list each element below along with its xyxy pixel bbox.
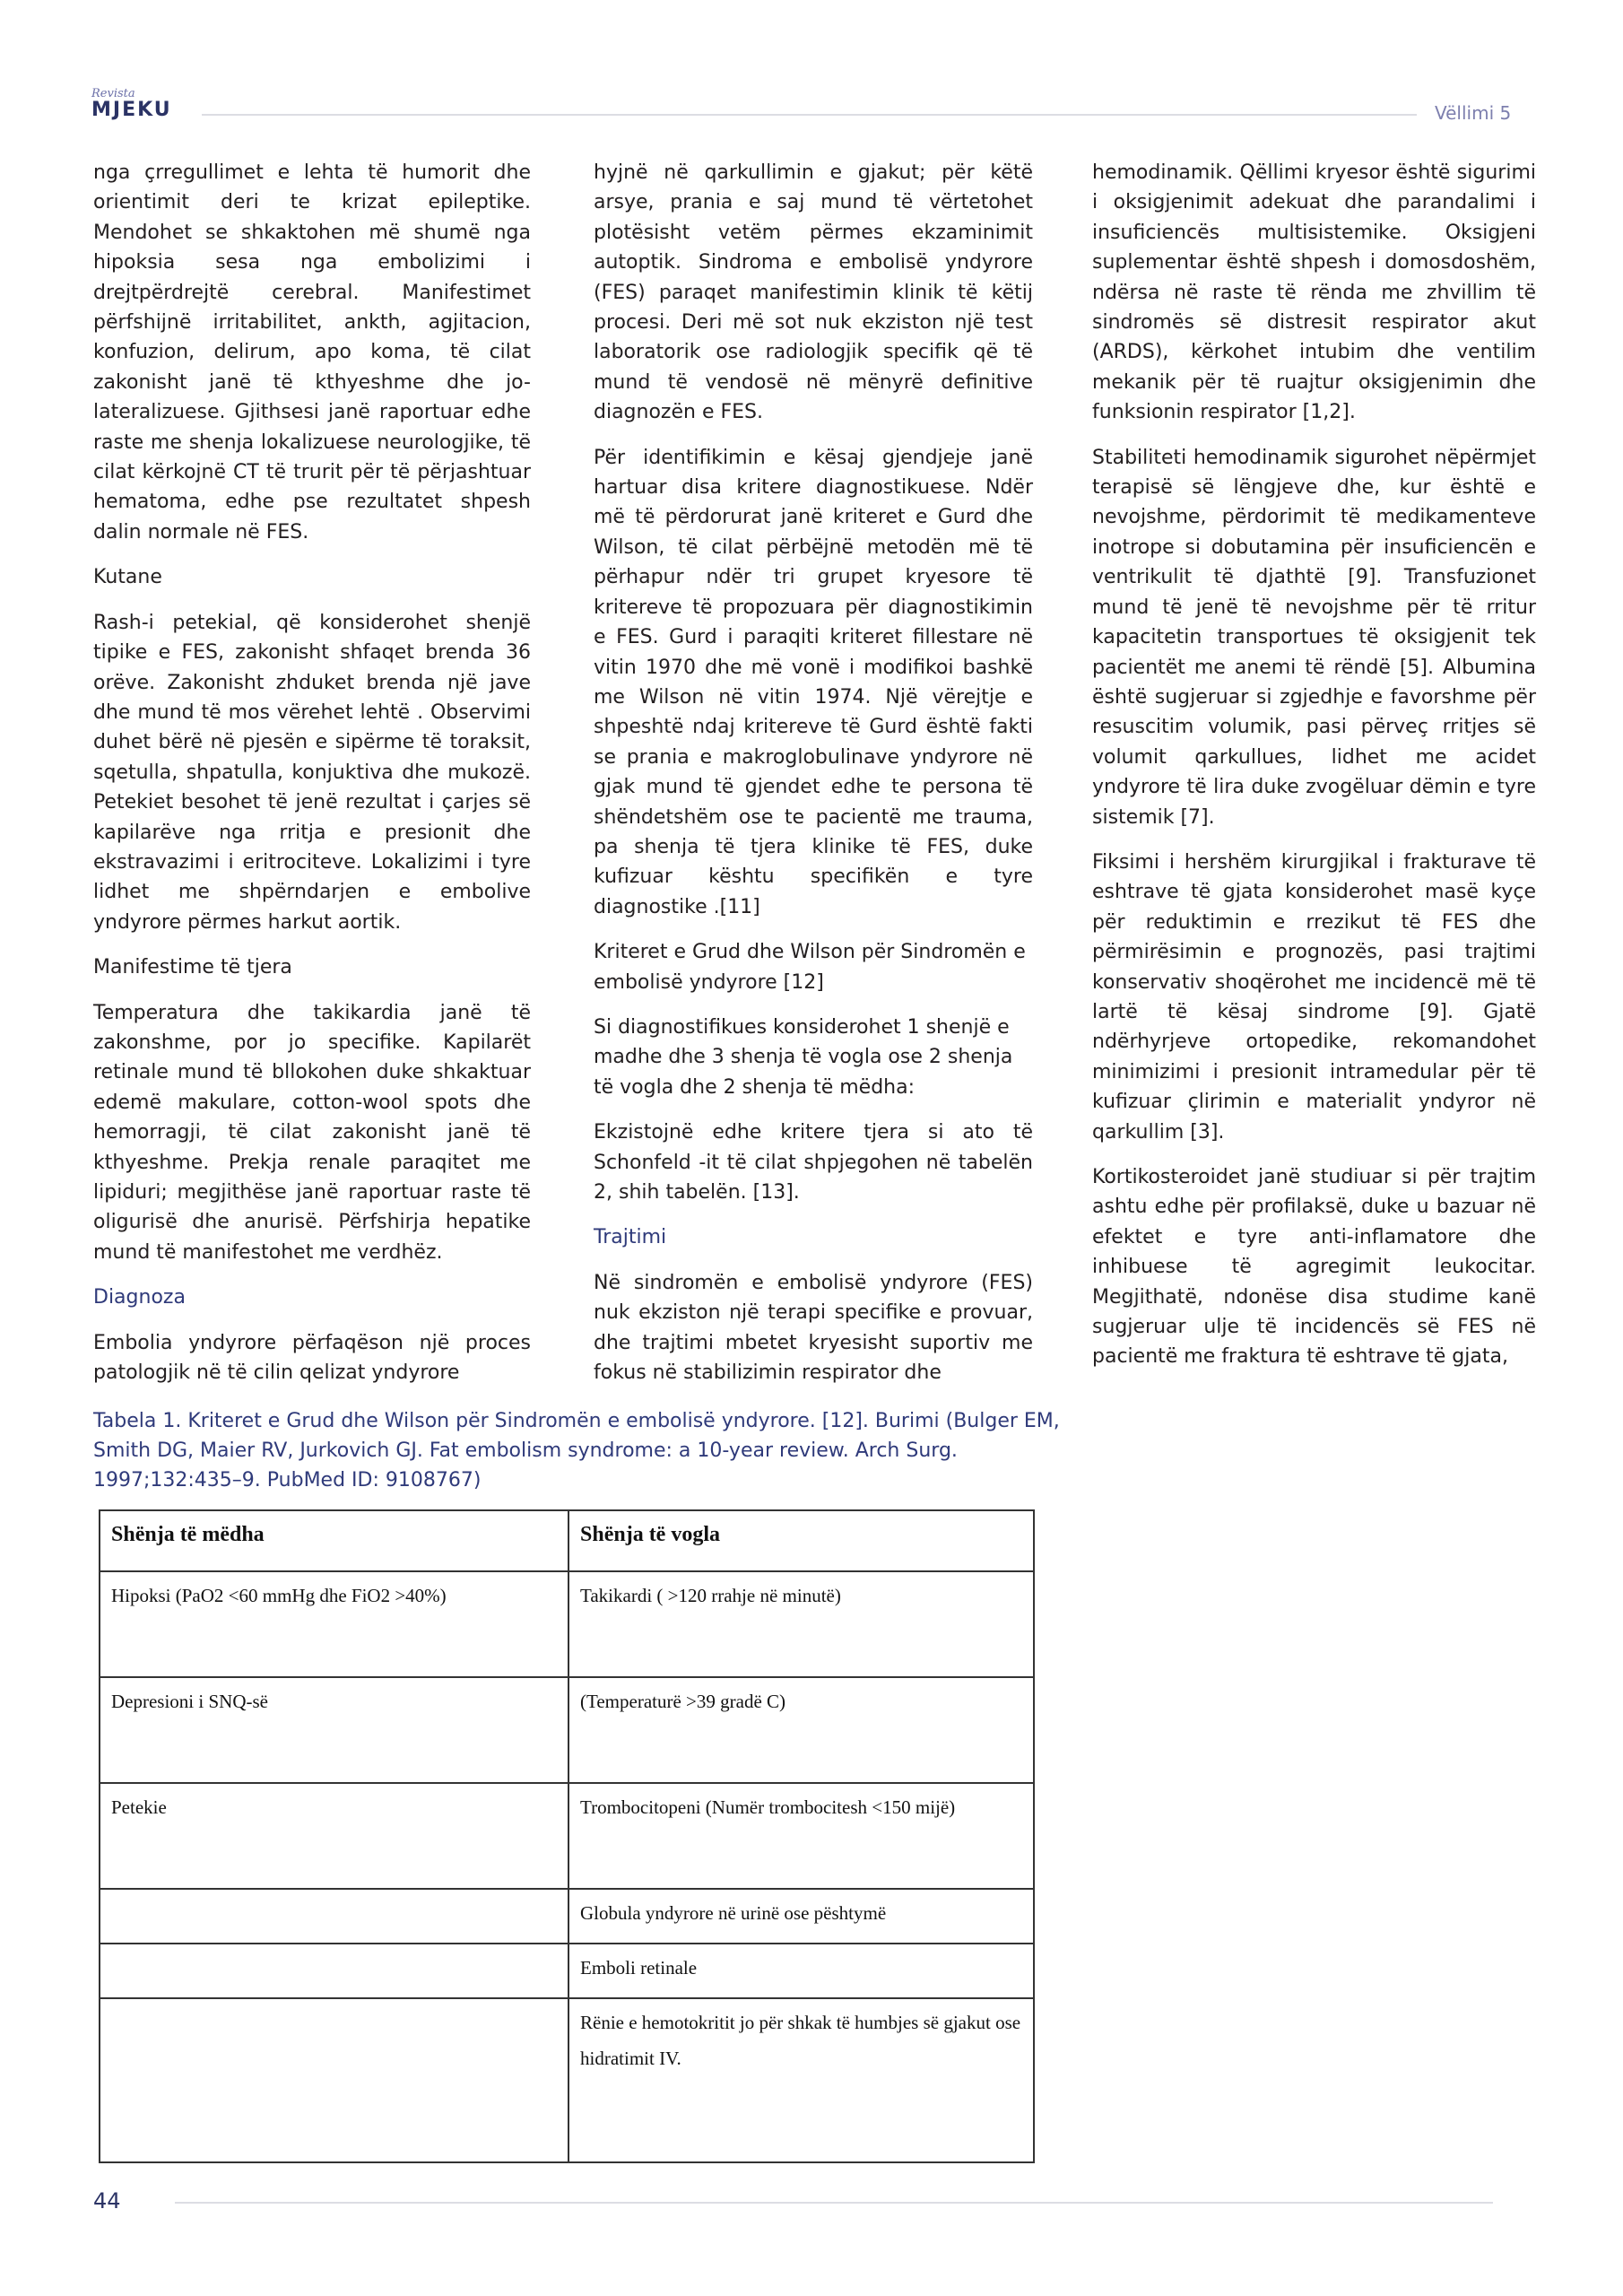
page-number: 44 — [93, 2188, 121, 2213]
paragraph: nga çrregullimet e lehta të humorit dhe orientimit deri te krizat epileptike. Mendohet se shkaktohen më shumë nga hipoksia sesa nga embolizimi i drejtpërdrejtë cerebral. Manifestimet përfshijnë irritabilitet, ankth, agjitacion, konfuzion, delirum, apo koma, të cilat zakonisht janë të kthyeshme dhe jo-lateralizuese. Gjithsesi janë raportuar edhe raste me shenja lokalizuese neurologjike, të cilat kërkojnë CT të trurit për të përjashtuar hematoma, edhe pse rezultatet shpesh dalin normale në FES. — [93, 161, 531, 544]
heading-diagnoza: Diagnoza — [93, 1286, 186, 1309]
subheading-manifestime: Manifestime të tjera — [93, 956, 292, 979]
column-2 — [594, 158, 1033, 1403]
table-cell: Rënie e hemotokritit jo për shkak të humbjes së gjakut ose hidratimit IV. — [568, 1998, 1034, 2162]
table-row — [100, 1944, 1034, 1998]
paragraph: Fiksimi i hershëm kirurgjikal i frakturave të eshtrave të gjata konsiderohet masë kyçe për reduktimin e rrezikut të FES dhe përmirësimin e prognozës, pasi trajtimi konservativ shoqërohet me incidencë më të lartë të kësaj sindrome [9]. Gjatë ndërhyrjeve ortopedike, rekomandohet minimizimi i presionit intramedular për të kufizuar çlirimin e materialit yndyror në qarkullim [3]. — [1092, 850, 1536, 1144]
table-caption: Tabela 1. Kriteret e Grud dhe Wilson për Sindromën e embolisë yndyrore. [12]. Burimi (Bulger EM, Smith DG, Maier RV, Jurkovich GJ. Fat embolism syndrome: a 10-year review. Arch Surg. 1997;132:435–9. PubMed ID: 9108767) — [93, 1410, 1060, 1492]
subheading-kutane: Kutane — [93, 566, 162, 589]
table-cell: Hipoksi (PaO2 <60 mmHg dhe FiO2 >40%) — [100, 1571, 568, 1677]
column-3 — [1092, 158, 1536, 1387]
table-cell — [100, 1889, 568, 1944]
criteria-table — [99, 1509, 1035, 2163]
column-1 — [93, 158, 531, 1403]
table-cell: Depresioni i SNQ-së — [100, 1677, 568, 1783]
footer-divider — [175, 2202, 1493, 2204]
paragraph: Rash-i petekial, që konsiderohet shenjë tipike e FES, zakonisht shfaqet brenda 36 orëve. Zakonisht zhduket brenda një jave dhe mund të mos vërehet lehtë . Observimi duhet bërë në pjesën e sipërme të toraksit, sqetulla, shpatulla, konjuktiva dhe mukozë. Petekiet besohet të jenë rezultat i çarjes së kapilarëve nga rritja e presionit dhe ekstravazimi i eritrociteve. Lokalizimi i tyre lidhet me shpërndarjen e embolive yndyrore përmes harkut aortik. — [93, 611, 531, 934]
table-cell — [100, 1944, 568, 1998]
paragraph: Si diagnostifikues konsiderohet 1 shenjë e madhe dhe 3 shenja të vogla ose 2 shenja të vogla dhe 2 shenja të mëdha: — [594, 1015, 1013, 1099]
logo-revista: Revista — [91, 87, 135, 100]
table-header-minor: Shënja të vogla — [568, 1510, 1034, 1571]
header-divider — [202, 114, 1417, 116]
paragraph: Embolia yndyrore përfaqëson një proces patologjik në të cilin qelizat yndyrore — [93, 1331, 531, 1385]
paragraph: hyjnë në qarkullimin e gjakut; për këtë arsye, prania e saj mund të vërtetohet plotësisht vetëm përmes ekzaminimit autoptik. Sindroma e embolisë yndyrore (FES) paraqet manifestimin klinik të këtij procesi. Deri më sot nuk ekziston një test laboratorik ose radiologjik specifik që të mund të vendosë në mënyrë definitive diagnozën e FES. — [594, 161, 1033, 424]
table-cell: Takikardi ( >120 rrahje në minutë) — [568, 1571, 1034, 1677]
table-row — [100, 1889, 1034, 1944]
table-row — [100, 1998, 1034, 2162]
paragraph: hemodinamik. Qëllimi kryesor është sigurimi i oksigjenimit adekuat dhe parandalimi i insuficiencës multisistemike. Oksigjeni suplementar është shpesh i domosdoshëm, ndërsa në raste të rënda me zhvillim të sindromës së distresit respirator akut (ARDS), kërkohet intubim dhe ventilim mekanik për të ruajtur oksigjenimin dhe funksionin respirator [1,2]. — [1092, 161, 1536, 424]
table-header-row — [100, 1510, 1034, 1571]
table-cell — [100, 1998, 568, 2162]
paragraph: Kortikosteroidet janë studiuar si për trajtim ashtu edhe për profilaksë, duke u bazuar në efektet e tyre anti-inflamatore dhe inhibuese të agregimit leukocitar. Megjithatë, ndonëse disa studime kanë sugjeruar ulje të incidencës së FES në pacientë me fraktura të eshtrave të gjata, — [1092, 1166, 1536, 1369]
heading-trajtimi: Trajtimi — [594, 1226, 667, 1249]
paragraph: Ekzistojnë edhe kritere tjera si ato të Schonfeld -it të cilat shpjegohen në tabelën 2, shih tabelën. [13]. — [594, 1121, 1033, 1204]
table-cell: (Temperaturë >39 gradë C) — [568, 1677, 1034, 1783]
paragraph: Temperatura dhe takikardia janë të zakonshme, por jo specifike. Kapilarët retinale mund të bllokohen duke shkaktuar edemë makulare, cotton-wool spots dhe hemorragji, të cilat zakonisht janë të kthyeshme. Prekja renale paraqitet me lipiduri; megjithëse janë raportuar raste të oligurisë dhe anurisë. Përfshirja hepatike mund të manifestohet me verdhëz. — [93, 1001, 531, 1264]
volume-label: Vëllimi 5 — [1435, 102, 1512, 124]
paragraph: Në sindromën e embolisë yndyrore (FES) nuk ekziston një terapi specifike e provuar, dhe trajtimi mbetet kryesisht suportiv me fokus në stabilizimin respirator dhe — [594, 1271, 1033, 1385]
table-cell: Emboli retinale — [568, 1944, 1034, 1998]
logo-mjeku: MJEKU — [91, 99, 172, 121]
table-row — [100, 1571, 1034, 1677]
paragraph: Për identifikimin e kësaj gjendjeje janë hartuar disa kritere diagnostikuese. Ndër më të përdorurat janë kriteret e Gurd dhe Wilson, të cilat përbëjnë metodën më të përhapur ndër tri grupet kryesore të kritereve të propozuara për diagnostikimin e FES. Gurd i paraqiti kriteret fillestare në vitin 1970 dhe më vonë i modifikoi bashkë me Wilson në vitin 1974. Një vërejtje e shpeshtë ndaj kritereve të Gurd është fakti se prania e makroglobulinave yndyrore në gjak mund të gjendet edhe te persona të shëndetshëm ose te pacientë me trauma, pa shenja të tjera klinike të FES, duke kufizuar kështu specifikën e tyre diagnostike .[11] — [594, 446, 1033, 918]
table-row — [100, 1677, 1034, 1783]
table-cell: Globula yndyrore në urinë ose pështymë — [568, 1889, 1034, 1944]
table-cell: Petekie — [100, 1783, 568, 1889]
paragraph: Stabiliteti hemodinamik sigurohet nëpërmjet terapisë së lëngjeve dhe, kur është e nevojshme, përdorimit të medikamenteve inotrope si dobutamina për insuficiencën e ventrikulit të djathtë [9]. Transfuzionet mund të jenë të nevojshme për të rritur kapacitetin transportues të oksigjenit tek pacientët me anemi të rëndë [5]. Albumina është sugjeruar si zgjedhje e favorshme për resuscitim volumik, pasi përveç rritjes së volumit qarkullues, lidhet me acidet yndyrore të lira duke zvogëluar dëmin e tyre sistemik [7]. — [1092, 446, 1536, 829]
journal-logo — [91, 88, 181, 120]
table-cell: Trombocitopeni (Numër trombocitesh <150 mijë) — [568, 1783, 1034, 1889]
paragraph-criteria-title: Kriteret e Grud dhe Wilson për Sindromën e embolisë yndyrore [12] — [594, 941, 1026, 994]
table-row — [100, 1783, 1034, 1889]
table-header-major: Shënja të mëdha — [100, 1510, 568, 1571]
